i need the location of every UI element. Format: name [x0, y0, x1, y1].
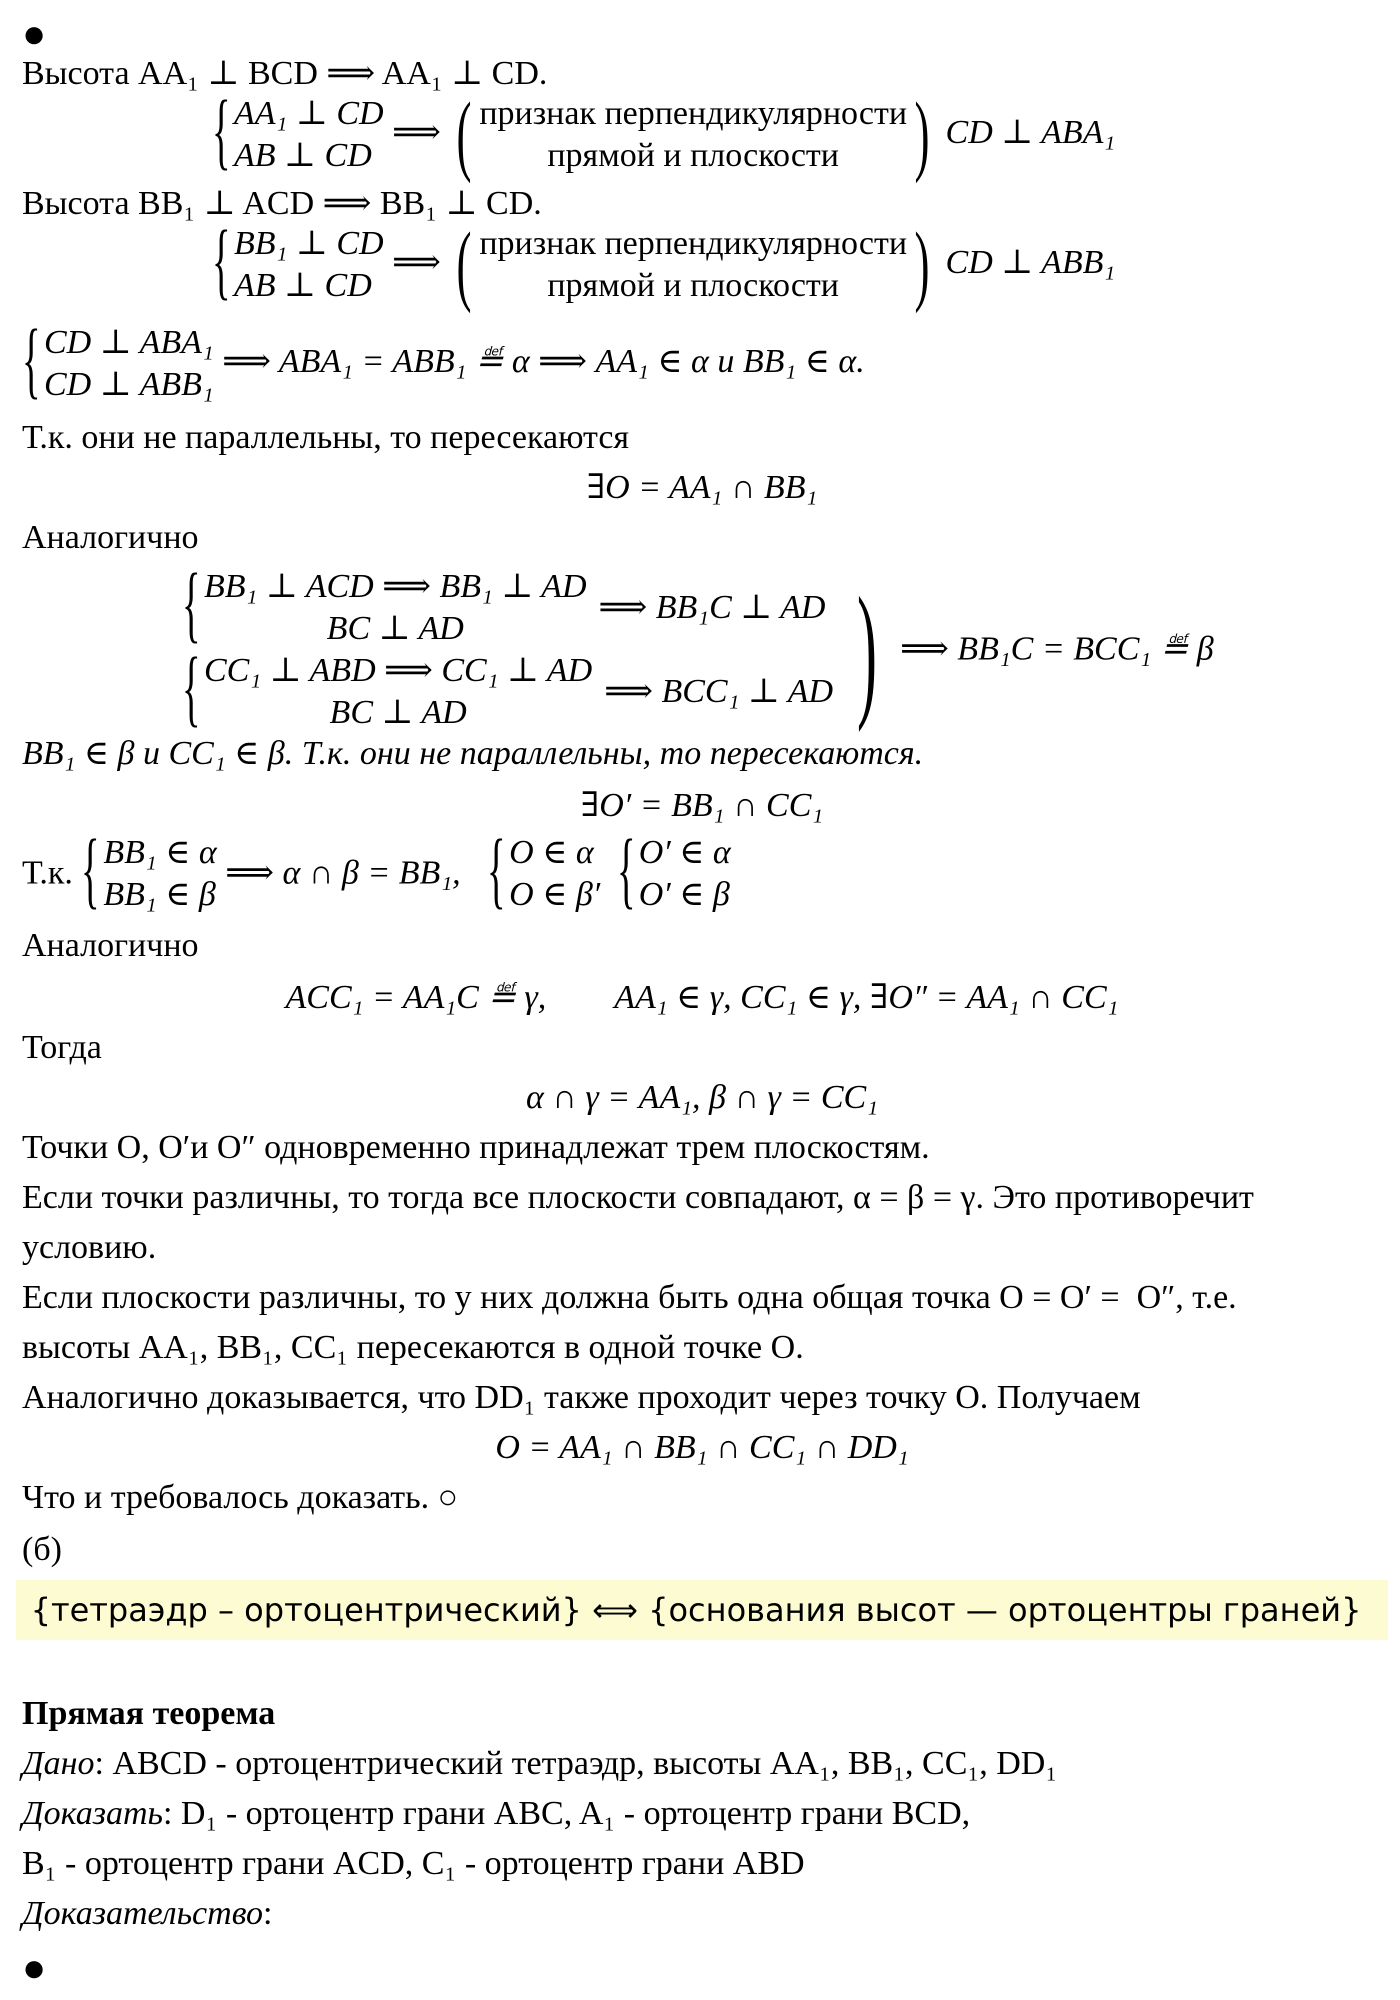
sys-beta-result: ⟹ BB₁C = BCC₁ ≝ β [900, 630, 1214, 668]
sys1-result: CD ⊥ ABA₁ [945, 113, 1116, 151]
sys2-implies: ⟹ [392, 243, 441, 281]
tk-label: Т.к. [22, 854, 73, 892]
system-alpha-beta [22, 832, 731, 916]
line-then: Тогда [22, 1029, 102, 1066]
sys1-criterion-2: прямой и плоскости [547, 137, 839, 174]
sys2-criterion-2: прямой и плоскости [547, 267, 839, 304]
sys3-result: ⟹ ABA₁ = ABB₁ ≝ α ⟹ AA₁ ∈ α и BB₁ ∈ α. [222, 342, 865, 380]
sys7-row2: O ∈ β′ [509, 876, 601, 913]
proof-label: Доказательство [22, 1895, 264, 1932]
formula-exists-o-prime: ∃O′ = BB₁ ∩ CC₁ [580, 787, 824, 824]
sys1-implies: ⟹ [392, 113, 441, 151]
sys4-row2: BC ⊥ AD [326, 610, 464, 647]
given-label: Дано [22, 1745, 95, 1782]
sys2-row1: { BB₁ ⊥ CD [234, 225, 384, 262]
line-similarly-2: Аналогично [22, 927, 199, 964]
sys8-row1: { O′ ∈ α [638, 834, 731, 871]
formula-o-all-heights: O = AA₁ ∩ BB₁ ∩ CC₁ ∩ DD₁ [495, 1429, 909, 1466]
line-bb1-cc1-in-beta: BB₁ ∈ β и CC₁ ∈ β. Т.к. они не параллельны, то пересекаются. [22, 735, 924, 772]
line-heights-intersect: высоты AA₁, BB₁, CC₁ пересекаются в одной точке O. [22, 1329, 804, 1366]
prove-text: : D₁ - ортоцентр грани ABC, A₁ - ортоцентр грани BCD, [162, 1795, 971, 1832]
given-text: : ABCD - ортоцентрический тетраэдр, высоты AA₁, BB₁, CC₁, DD₁ [94, 1745, 1058, 1782]
sys6-result: ⟹ α ∩ β = BB₁, [225, 854, 461, 892]
line-similarly-1: Аналогично [22, 519, 199, 556]
highlight-statement: {тетраэдр – ортоцентрический} ⟺ {основания высот — ортоцентры граней} [30, 1591, 1362, 1629]
formula-gamma: ACC₁ = AA₁C ≝ γ, AA₁ ∈ γ, CC₁ ∈ γ, ∃O″ = AA₁ ∩ CC₁ [285, 979, 1119, 1016]
line-given [22, 1744, 1057, 1785]
sys7-row1: { O ∈ α [509, 834, 594, 871]
sys4-result: ⟹ BB₁C ⊥ AD [598, 588, 826, 626]
sys5-row2: BC ⊥ AD [329, 694, 467, 731]
sys3-row1: { CD ⊥ ABA₁ [44, 324, 214, 361]
sys6-row1: { BB₁ ∈ α [103, 834, 217, 871]
line-if-points-differ: Если точки различны, то тогда все плоскости совпадают, α = β = γ. Это противоречит [22, 1179, 1254, 1216]
sys4-row1: { BB₁ ⊥ ACD ⟹ BB₁ ⊥ AD [204, 568, 587, 605]
line-not-parallel: Т.к. они не параллельны, то пересекаются [22, 419, 630, 456]
line-height-aa1: Высота AA₁ ⊥ BCD ⟹ AA₁ ⊥ CD. [22, 55, 548, 92]
prove-label: Доказать [22, 1795, 163, 1832]
sys1-row2: AB ⊥ CD [234, 137, 372, 174]
formula-intersections: α ∩ γ = AA₁, β ∩ γ = CC₁ [525, 1079, 879, 1116]
line-qed: Что и требовалось доказать. ○ [22, 1479, 459, 1516]
sys2-result: CD ⊥ ABB₁ [945, 243, 1116, 281]
line-prove [22, 1794, 970, 1835]
line-proof [22, 1894, 272, 1935]
heading-direct-theorem: Прямая теорема [22, 1695, 276, 1732]
system-plane-beta: { BB₁ ⊥ ACD ⟹ BB₁ ⊥ AD BC ⊥ AD ⟹ BB₁C ⊥ AD { CC₁ ⊥ ABD ⟹ CC₁ ⊥ AD BC ⊥ AD ⟹ BCC₁ ⊥ AD ) ⟹ BB₁C = BCC₁ ≝ β [182, 566, 1214, 734]
line-dd1-passes: Аналогично доказывается, что DD₁ также проходит через точку O. Получаем [22, 1379, 1141, 1416]
sys5-row1: { CC₁ ⊥ ABD ⟹ CC₁ ⊥ AD [204, 652, 593, 689]
sys1-row1: { AA₁ ⊥ CD [234, 95, 384, 132]
line-if-planes-differ: Если плоскости различны, то у них должна быть одна общая точка O = O′ = O″, т.е. [22, 1279, 1237, 1316]
sys3-row2: CD ⊥ ABB₁ [44, 366, 214, 403]
sys6-row2: BB₁ ∈ β [103, 876, 216, 913]
sys2-criterion-1: признак перпендикулярности [479, 225, 908, 262]
bullet-bottom: ● [22, 1945, 47, 1990]
sys2-row2: AB ⊥ CD [234, 267, 372, 304]
system-plane-alpha [22, 322, 865, 406]
sys5-result: ⟹ BCC₁ ⊥ AD [604, 672, 834, 710]
line-points-belong: Точки O, O′и O″ одновременно принадлежат трем плоскостям. [22, 1129, 930, 1166]
system-aa1-cd: { AA₁ ⊥ CD AB ⊥ CD ⟹ ( признак перпендикулярности прямой и плоскости ) CD ⊥ ABA₁ [212, 90, 1115, 180]
bullet-top: ● [22, 11, 47, 56]
highlight-box [16, 1580, 1388, 1640]
system-bb1-cd: { BB₁ ⊥ CD AB ⊥ CD ⟹ ( признак перпендикулярности прямой и плоскости ) CD ⊥ ABB₁ [212, 220, 1115, 310]
line-height-bb1: Высота BB₁ ⊥ ACD ⟹ BB₁ ⊥ CD. [22, 185, 542, 222]
proof-colon: : [263, 1895, 273, 1932]
sys8-row2: O′ ∈ β [638, 876, 730, 913]
sys1-criterion-1: признак перпендикулярности [479, 95, 908, 132]
part-b-label: (б) [22, 1531, 62, 1568]
formula-exists-o: ∃O = AA₁ ∩ BB₁ [586, 469, 818, 506]
line-prove-cont: B₁ - ортоцентр грани ACD, C₁ - ортоцентр грани ABD [22, 1845, 805, 1882]
line-condition: условию. [22, 1229, 157, 1266]
